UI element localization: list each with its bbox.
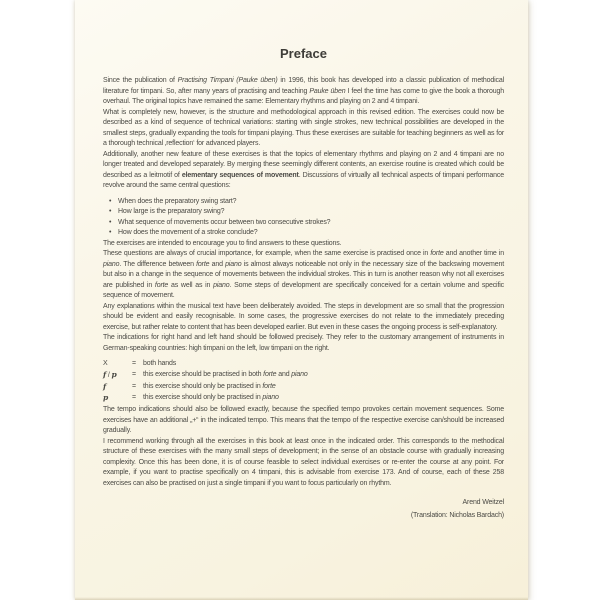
legend-definition: both hands bbox=[143, 360, 177, 367]
legend-definition: this exercise should only be practised in piano bbox=[143, 394, 279, 402]
legend-row bbox=[103, 393, 504, 405]
legend-row bbox=[103, 382, 504, 394]
intro-paragraph-1: Since the publication of Practising Timpani (Pauke üben) in 1996, this book has developed into a classic publication of methodical literature for timpani. So, after many years of practising and teaching Pauke üben I feel the time has come to give the book a thorough overhaul. The original topics have remained the same: Elementary rhythms and playing on 2 and 4 timpani. bbox=[103, 77, 504, 105]
bullet-icon: • bbox=[109, 197, 112, 205]
legend-symbol: f bbox=[103, 381, 107, 391]
legend-row bbox=[103, 370, 504, 382]
signature-block bbox=[103, 497, 504, 522]
list-item bbox=[109, 207, 504, 218]
legend-definition: this exercise should only be practised in forte bbox=[143, 382, 276, 390]
equals-sign: = bbox=[132, 360, 136, 367]
question-text: When does the preparatory swing start? bbox=[118, 197, 237, 205]
legend-row bbox=[103, 359, 504, 370]
preface-page bbox=[75, 0, 528, 600]
bullet-icon: • bbox=[109, 208, 112, 215]
answer-line: The exercises are intended to encourage you to find answers to these questions. bbox=[103, 239, 342, 247]
legend-symbol: p bbox=[103, 393, 109, 403]
intro-paragraph-2: What is completely new, however, is the structure and methodological approach in this revised edition. The exercises could now be described as a kind of sequence of technical variations: starting with single strokes, new technical possibilities are developed in the smallest steps, gradually expanding the tools for timpani playing. Thus these exercises are suitable for teaching beginners as well as for a thorough technical ‚reflection‘ for advanced players. bbox=[103, 108, 504, 147]
page-title: Preface bbox=[280, 46, 327, 61]
list-item bbox=[109, 218, 504, 229]
author-name: Arend Weitzel bbox=[462, 499, 504, 507]
middle-paragraph-1: These questions are always of crucial importance, for example, when the same exercise is practised once in forte and another time in piano. The difference between forte and piano is almost always noticeable not only in the necessary size of the backswing movement but also in a change in the sequence of movements between the individual strokes. This in turn is another reason why not all exercises are published in forte as well as in piano. Some steps of development are specifically conceived for a certain volume and specific sequence of movement. bbox=[103, 250, 504, 299]
legend-symbol: X bbox=[103, 360, 108, 367]
equals-sign: = bbox=[132, 370, 136, 378]
middle-paragraph-3: The indications for right hand and left hand should be followed precisely. They refer to the customary arrangement of instruments in German-speaking countries: high timpani on the left, low timpani on the right. bbox=[103, 334, 504, 352]
outro-paragraph-1: The tempo indications should also be followed exactly, because the specified tempo provokes certain movement sequences. Some exercises have an additional „+“ in the indicated tempo. This means that the tempo of the respective exercise can/should be increased gradually. bbox=[103, 406, 504, 435]
bullet-icon: • bbox=[109, 229, 112, 236]
intro-paragraph-3: Additionally, another new feature of these exercises is that the topics of elementary rhythms and playing on 2 and 4 timpani are no longer treated and developed separately. By merging these seemingly different contents, an exercise routine is created which could be described as a leitmotif of elementary sequences of movement. Discussions of virtually all technical aspects of timpani performance revolve around the same central questions: bbox=[103, 150, 504, 189]
legend-symbol: f / p bbox=[103, 369, 117, 379]
list-item bbox=[109, 228, 504, 239]
outro-paragraph-2: I recommend working through all the exercises in this book at least once in the indicated order. This corresponds to the methodical structure of these exercises with the many small steps of development; in the sense of an obstacle course with gradually increasing complexity. Once this has been done, it is of course feasible to select individual exercises or re-enter the course at any point. For example, if you want to practise specifically on 4 timpani, this is advisable from exercise 173. And of course, each of these 258 exercises can also be practised on just a single timpani if you want to focus particularly on rhythm. bbox=[103, 437, 504, 487]
bullet-icon: • bbox=[109, 218, 112, 226]
equals-sign: = bbox=[132, 394, 136, 402]
question-text: What sequence of movements occur between two consecutive strokes? bbox=[118, 218, 331, 226]
equals-sign: = bbox=[132, 382, 136, 390]
legend-definition: this exercise should be practised in both forte and piano bbox=[143, 370, 308, 378]
question-text: How does the movement of a stroke conclude? bbox=[118, 229, 258, 236]
dynamics-legend bbox=[103, 359, 504, 405]
translation-credit: (Translation: Nicholas Bardach) bbox=[410, 511, 504, 519]
middle-paragraph-2: Any explanations within the musical text have been deliberately avoided. The steps in development are so small that the progression should be evident and easily recognisable. In some cases, the progressive exercises do not relate to the immediately preceding exercise, but rather relate to content that has been developed earlier. But even in these cases the ongoing process is self-explanatory. bbox=[103, 302, 504, 331]
question-list bbox=[103, 197, 504, 239]
page-content bbox=[103, 0, 504, 522]
question-text: How large is the preparatory swing? bbox=[118, 208, 225, 215]
list-item bbox=[109, 197, 504, 208]
